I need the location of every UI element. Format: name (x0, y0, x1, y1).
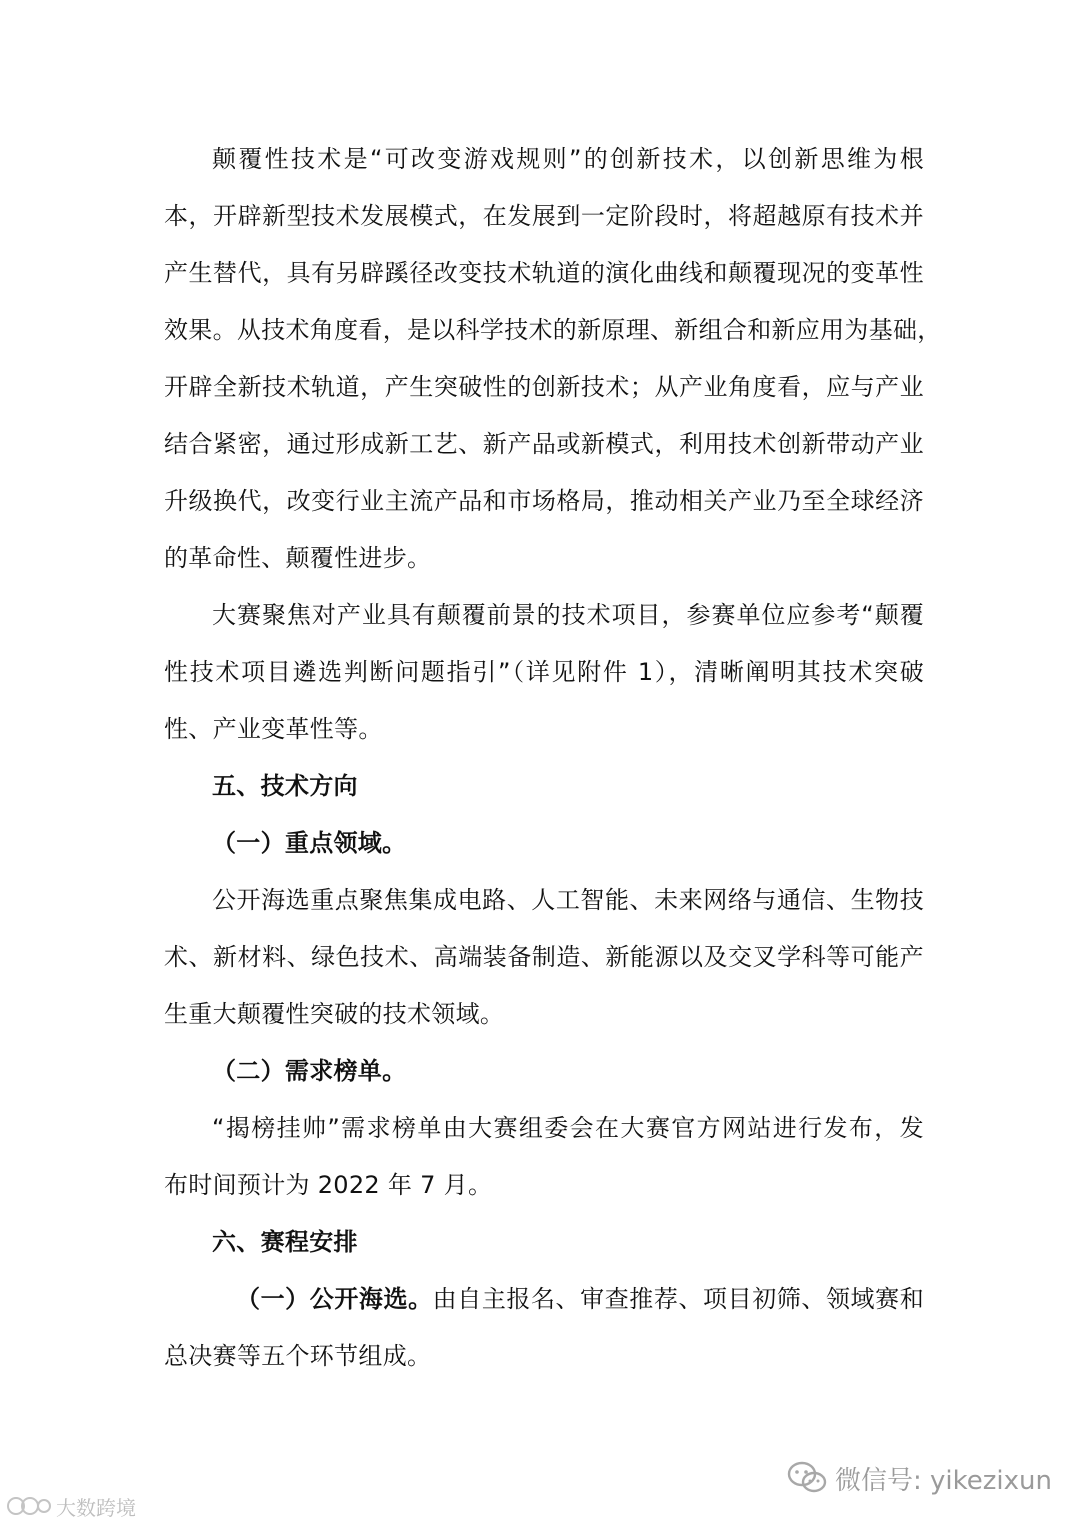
brand-name: 大数跨境 (56, 1495, 136, 1520)
paragraph-2-line-1: 大赛聚焦对产业具有颠覆前景的技术项目，参赛单位应参考“颠覆 (212, 601, 924, 629)
brand-logo-icon (6, 1495, 52, 1517)
demand-list-line-1: “揭榜挂帅”需求榜单由大赛组委会在大赛官方网站进行发布，发 (212, 1114, 924, 1142)
paragraph-1-line-3: 产生替代，具有另辟蹊径改变技术轨道的演化曲线和颠覆现况的变革性 (164, 259, 924, 287)
paragraph-1-line-6: 结合紧密，通过形成新工艺、新产品或新模式，利用技术创新带动产业 (164, 430, 924, 458)
public-selection-text: 由自主报名、审查推荐、项目初筛、领域赛和 (432, 1285, 924, 1313)
paragraph-1-line-7: 升级换代，改变行业主流产品和市场格局，推动相关产业乃至全球经济 (164, 487, 924, 515)
key-areas-line-2: 术、新材料、绿色技术、高端装备制造、新能源以及交叉学科等可能产 (164, 943, 924, 971)
paragraph-1-line-8: 的革命性、颠覆性进步。 (164, 544, 432, 572)
paragraph-1-line-1: 颠覆性技术是“可改变游戏规则”的创新技术，以创新思维为根 (212, 145, 924, 173)
paragraph-2-line-3: 性、产业变革性等。 (164, 715, 383, 743)
public-selection-line-1 (164, 1283, 924, 1315)
paragraph-1-line-5: 开辟全新技术轨道，产生突破性的创新技术；从产业角度看，应与产业 (164, 373, 924, 401)
key-areas-line-1: 公开海选重点聚焦集成电路、人工智能、未来网络与通信、生物技 (212, 886, 924, 914)
subheading-key-areas: （一）重点领域。 (212, 829, 407, 857)
section-heading-schedule: 六、赛程安排 (212, 1228, 358, 1256)
wechat-id: 微信号: yikezixun (835, 1465, 1052, 1496)
paragraph-1-line-2: 本，开辟新型技术发展模式，在发展到一定阶段时，将超越原有技术并 (164, 202, 924, 230)
wechat-watermark (787, 1458, 1052, 1498)
subheading-demand-list: （二）需求榜单。 (212, 1057, 407, 1085)
brand-watermark (6, 1492, 136, 1520)
public-selection-label: （一）公开海选。 (236, 1285, 433, 1313)
section-heading-technical-direction: 五、技术方向 (212, 772, 358, 800)
paragraph-1-line-4: 效果。从技术角度看，是以科学技术的新原理、新组合和新应用为基础， (164, 316, 942, 344)
wechat-icon (787, 1461, 827, 1495)
paragraph-2-line-2: 性技术项目遴选判断问题指引”（详见附件 1），清晰阐明其技术突破 (164, 658, 924, 686)
key-areas-line-3: 生重大颠覆性突破的技术领域。 (164, 1000, 505, 1028)
demand-list-line-2: 布时间预计为 2022 年 7 月。 (164, 1171, 493, 1199)
public-selection-line-2: 总决赛等五个环节组成。 (164, 1342, 432, 1370)
